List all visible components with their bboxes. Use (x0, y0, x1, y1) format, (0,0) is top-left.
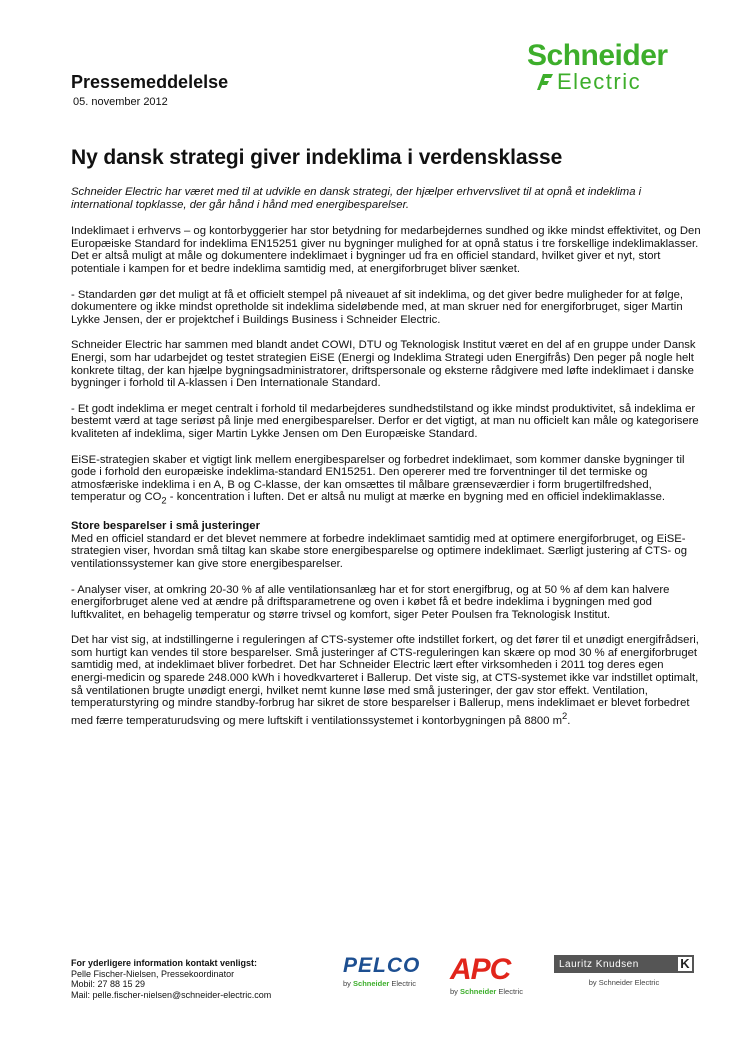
apc-logo (450, 955, 535, 996)
text-run: . (567, 714, 571, 727)
lauritz-knudsen-logo (554, 955, 694, 987)
logo-line-1: Schneider (527, 39, 668, 72)
lk-wordmark-bar (554, 955, 694, 973)
schneider-electric-logo (527, 40, 712, 100)
by-schneider-label: by Schneider Electric (588, 978, 660, 987)
text-run: - koncentration i luften. Det er altså nu muligt at mærke en bygning med en officiel indeklimaklasse. (166, 491, 666, 504)
intro-paragraph: Schneider Electric har været med til at udvikle en dansk strategi, der hjælper erhvervslivet til at opnå et indeklima i international topklasse, der går hånd i hånd med energibesparelser. (71, 186, 642, 211)
contact-name: Pelle Fischer-Nielsen, Pressekoordinator (71, 968, 235, 979)
pelco-wordmark: PELCO (343, 954, 421, 977)
text-run: EiSE-strategien skaber et vigtigt link mellem energibesparelser og forbedret indeklimaet, som kommer danske bygninger til gode i forhold den europæiske indeklima-standard EN15251. Den opererer med tre forventninger til det termiske og atmosfæriske indeklima i en A, B og C-klasse, der kan omsættes til målbare grænseværdier i form brugertilfredshed, temperatur og CO (71, 453, 685, 504)
paragraph: - Analyser viser, at omkring 20-30 % af alle ventilationsanlæg har et for stort energifbrug, og at 50 % af dem kan halvere energiforbruget alene ved at ændre på driftsparametrene og oven i købet få et bedre indeklima i bygningen med god luftkvalitet, en behagelig temperatur og større trivsel og komfort, siger Peter Poulsen fra Teknologisk Institut. (71, 583, 670, 621)
subscript: 2 (161, 494, 167, 506)
logo-line-2: Electric (557, 69, 642, 94)
contact-heading: For yderligere information kontakt venligst: (71, 958, 258, 968)
eise-paragraph (71, 454, 701, 508)
by-schneider-label: by Schneider Electric (450, 987, 523, 996)
contact-block (71, 958, 271, 1000)
text-run: Det har vist sig, at indstillingerne i reguleringen af CTS-systemer ofte indstillet forkert, og det fører til et unødigt energifrådseri, som hurtigt kan vendes til store besparelser. Små justeringer af CTS-reguleringen kan skære op mod 30 % af energiforbruget samtidig med, at indeklimaet bliver forbedret. Det har Schneider Electric lært efter virksomheden i 2011 tog deres egen energi-medicin og sparede 248.000 kWh i hovedkvarteret i Ballerup. Det viste sig, at CTS-systemet ikke var indstillet optimalt, så ventilationen brugte unødigt energi, hvilket nemt kunne løse med små justeringer, der gav stor effekt. Ventilation, temperaturstyring og mindre standby-forbrug har sikret de store besparelser i Ballerup, mens indeklimaet er blevet forbedret med færre temperaturudsving og mere luftskift i ventilationssystemet i kontorbygningen på 8800 m (71, 634, 699, 727)
article-body (71, 186, 701, 740)
lk-k-mark: K (678, 957, 692, 971)
paragraph: Indeklimaet i erhvervs – og kontorbyggerier har stor betydning for medarbejdernes sundhed og ikke mindst effektivitet, og Den Europæiske Standard for indeklima EN15251 giver nu bygninger mulighed for at opnå status i tre forskellige indeklimaklasser. Det er altså muligt at måle og dokumentere indeklimaet i bygninger ud fra en officiel standard, hvilket giver et nyt, stort potentiale i kampen for et bedre indeklima samtidig med, at energiforbruget bliver sænket. (71, 225, 701, 275)
contact-mail: Mail: pelle.fischer-nielsen@schneider-electric.com (71, 989, 272, 1000)
superscript: 2 (562, 709, 568, 721)
paragraph: Med en officiel standard er det blevet nemmere at forbedre indeklimaet samtidig med at optimere energiforbruget, og EiSE-strategien viser, hvordan små tiltag kan skabe store energibesparelse og optimere indeklimaet. Særligt justering af CTS- og ventilationssystemer kan give store energibesparelser. (71, 532, 687, 570)
headline: Ny dansk strategi giver indeklima i verdensklasse (71, 146, 563, 169)
section-heading: Store besparelser i små justeringer (71, 520, 260, 533)
paragraph: - Standarden gør det muligt at få et officielt stempel på niveauet af sit indeklima, og det giver bedre muligheder for at følge, dokumentere og ikke mindst opretholde sit indeklima sideløbende med, at man skruer ned for energiforbruget, siger Martin Lykke Jensen, der er projektchef i Buildings Business i Schneider Electric. (71, 288, 684, 326)
lk-wordmark: Lauritz Knudsen (559, 958, 639, 970)
last-paragraph (71, 634, 701, 727)
pelco-logo (343, 955, 433, 988)
paragraph: Schneider Electric har sammen med blandt andet COWI, DTU og Teknologisk Institut været en del af en gruppe under Dansk Energi, som har udarbejdet og testet strategien EiSE (Energi og Indeklima Strategi uden Energifrås) Den peger på nogle helt konkrete tiltag, der kan hjælpe bygningsadministratorer, driftspersonale og eksterne rådgivere med løfte indeklimaet i danske bygninger i forhold til A-klassen i Den Internationale Standard. (71, 339, 696, 390)
document-label: Pressemeddelelse (71, 72, 229, 92)
document-date: 05. november 2012 (73, 96, 168, 108)
apc-wordmark: APC (450, 953, 511, 986)
paragraph: - Et godt indeklima er meget centralt i forhold til medarbejderes sundhedstilstand og ikke mindst produktivitet, så indeklima er bestemt værd at tage seriøst på linje med energibesparelser. Derfor er det vigtigt, at man nu officielt kan måle og kategorisere kvaliteten af indeklima, siger Martin Lykke Jensen om Den Europæiske Standard. (71, 402, 699, 440)
by-schneider-label: by Schneider Electric (343, 979, 416, 988)
contact-mobile: Mobil: 27 88 15 29 (71, 979, 146, 990)
schneider-mark-icon (533, 72, 555, 92)
